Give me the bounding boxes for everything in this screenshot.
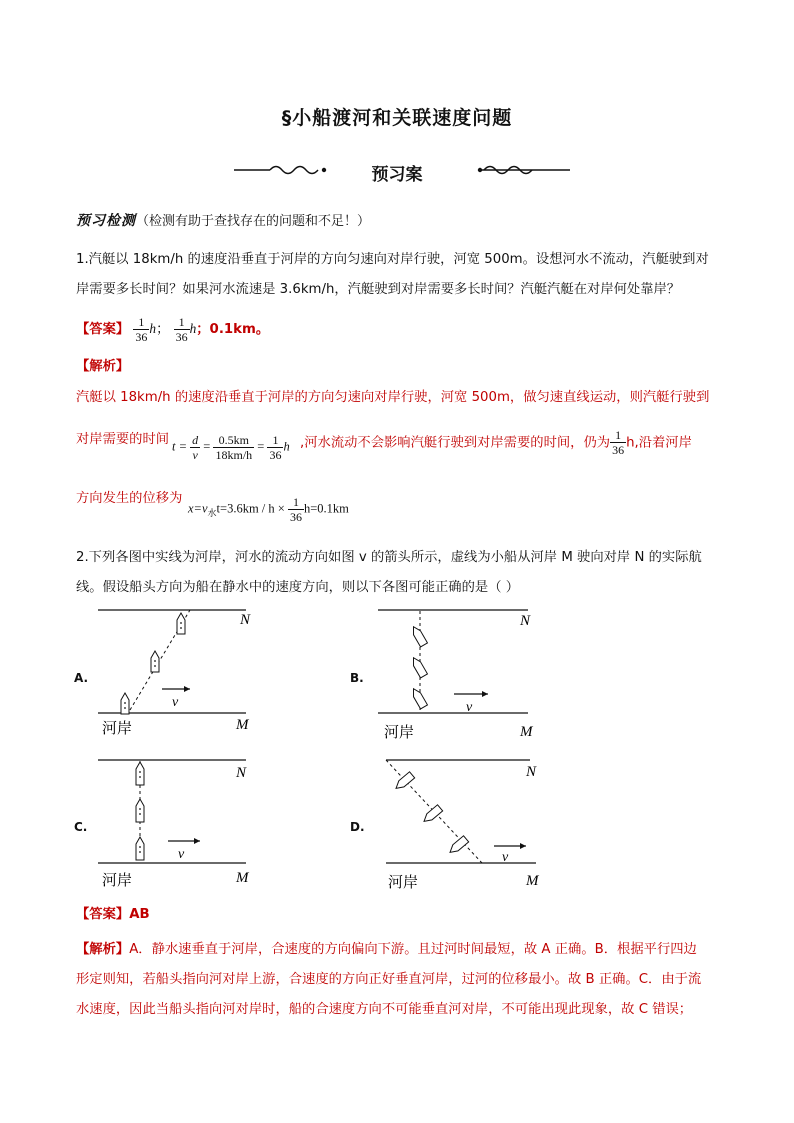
q1-answer-fraction-2: $\frac{1}{36}$ bbox=[175, 314, 188, 344]
q1-analysis-line3: 方向发生的位移为 bbox=[76, 491, 183, 506]
boat-icon bbox=[421, 805, 442, 825]
page-title: §小船渡河和关联速度问题 bbox=[281, 107, 513, 129]
boat-icon bbox=[177, 613, 185, 634]
n-label: N bbox=[520, 613, 531, 629]
q2-line2: 线。假设船头方向为船在静水中的速度方向，则以下各图可能正确的是（ ） bbox=[76, 580, 520, 595]
q1-analysis-line2a: 对岸需要的时间 bbox=[76, 432, 170, 447]
q1-answer-tail: ；0.1km。 bbox=[196, 322, 270, 337]
diagram-b bbox=[374, 602, 554, 742]
q1-text bbox=[76, 245, 726, 305]
n-label: N bbox=[526, 764, 537, 780]
m-label: M bbox=[526, 873, 539, 889]
diagram-a bbox=[92, 602, 272, 742]
q1-line1: 1.汽艇以 18km/h 的速度沿垂直于河岸的方向匀速向对岸行驶，河宽 500m。设想河水不流动，汽艇驶到对 bbox=[76, 252, 709, 267]
q1-analysis-tag: 【解析】 bbox=[76, 359, 130, 374]
n-label: N bbox=[236, 765, 247, 781]
banner-title: 预习案 bbox=[371, 165, 423, 185]
bank-label: 河岸 bbox=[384, 723, 415, 741]
section-heading bbox=[76, 210, 370, 230]
option-a-label: A. bbox=[74, 671, 89, 685]
boat-icon bbox=[393, 772, 414, 792]
diagram-d bbox=[382, 752, 562, 892]
q1-answer: 【答案】 $\frac{1}{36}$ h； $\frac{1}{36}$ h；0.1km。 bbox=[76, 314, 270, 344]
n-label: N bbox=[240, 612, 251, 628]
q1-line2: 岸需要多长时间？如果河水流速是 3.6km/h，汽艇驶到对岸需要多长时间？汽艇汽艇在对岸何处靠岸？ bbox=[76, 282, 681, 297]
bank-label: 河岸 bbox=[102, 719, 133, 737]
section-title: 预习检测 bbox=[76, 213, 136, 229]
bank-label: 河岸 bbox=[102, 871, 133, 889]
m-label: M bbox=[236, 870, 249, 886]
q2-text bbox=[76, 543, 726, 603]
bank-label: 河岸 bbox=[388, 873, 419, 891]
q1-analysis-line1: 汽艇以 18km/h 的速度沿垂直于河岸的方向匀速向对岸行驶，河宽 500m，做匀速直线运动，则汽艇行驶到 bbox=[76, 390, 710, 405]
option-b-label: B. bbox=[350, 671, 364, 685]
section-note: （检测有助于查找存在的问题和不足！） bbox=[136, 214, 371, 229]
v-label: v bbox=[172, 695, 179, 710]
boat-icon bbox=[136, 762, 144, 785]
m-label: M bbox=[520, 724, 533, 740]
boat-icon bbox=[410, 687, 427, 709]
m-label: M bbox=[236, 717, 249, 733]
option-d-label: D. bbox=[350, 820, 365, 834]
boat-icon bbox=[410, 625, 427, 647]
q1-answer-fraction-1: $\frac{1}{36}$ bbox=[135, 314, 148, 344]
q2-answer bbox=[76, 900, 726, 930]
time-formula: t = $\frac{d}{v}$ = $\frac{0.5km}{18km/h}$ = $\frac{1}{36}$ h bbox=[172, 433, 290, 462]
v-label: v bbox=[178, 847, 185, 862]
v-label: v bbox=[466, 700, 473, 715]
boat-icon bbox=[151, 651, 159, 672]
diagram-c bbox=[92, 752, 272, 892]
q2-analysis-line3: 水速度，因此当船头指向河对岸时，船的合速度方向不可能垂直河对岸，不可能出现此现象，故 C 错误； bbox=[76, 1002, 693, 1017]
option-c-label: C. bbox=[74, 820, 88, 834]
q2-line1: 2.下列各图中实线为河岸，河水的流动方向如图 v 的箭头所示，虚线为小船从河岸 M 驶向对岸 N 的实际航 bbox=[76, 550, 702, 565]
q1-answer-tag: 【答案】 bbox=[76, 322, 130, 337]
boat-icon bbox=[136, 799, 144, 822]
v-label: v bbox=[502, 850, 509, 865]
q2-answer-value: AB bbox=[129, 907, 150, 922]
q2-analysis bbox=[76, 935, 726, 1025]
displacement-formula: $x=v_水t=3.6km / h$ × $\frac{1}{36}$ h=0.1km bbox=[188, 495, 349, 524]
q2-analysis-line2: 形定则知，若船头指向河对岸上游，合速度的方向正好垂直河岸，过河的位移最小。故 B 正确。C．由于流 bbox=[76, 972, 702, 987]
q2-answer-tag: 【答案】 bbox=[76, 907, 130, 922]
boat-icon bbox=[136, 837, 144, 860]
boat-icon bbox=[410, 656, 427, 678]
boat-icon bbox=[121, 693, 129, 714]
q1-analysis-line2b: ,河水流动不会影响汽艇行驶到对岸需要的时间，仍为 $\frac{1}{36}$ h,沿着河岸 bbox=[300, 428, 692, 457]
q2-analysis-tag: 【解析】 bbox=[76, 942, 130, 957]
q2-analysis-line1: A．静水速垂直于河岸，合速度的方向偏向下游。且过河时间最短，故 A 正确。B．根据平行四边 bbox=[129, 942, 697, 957]
